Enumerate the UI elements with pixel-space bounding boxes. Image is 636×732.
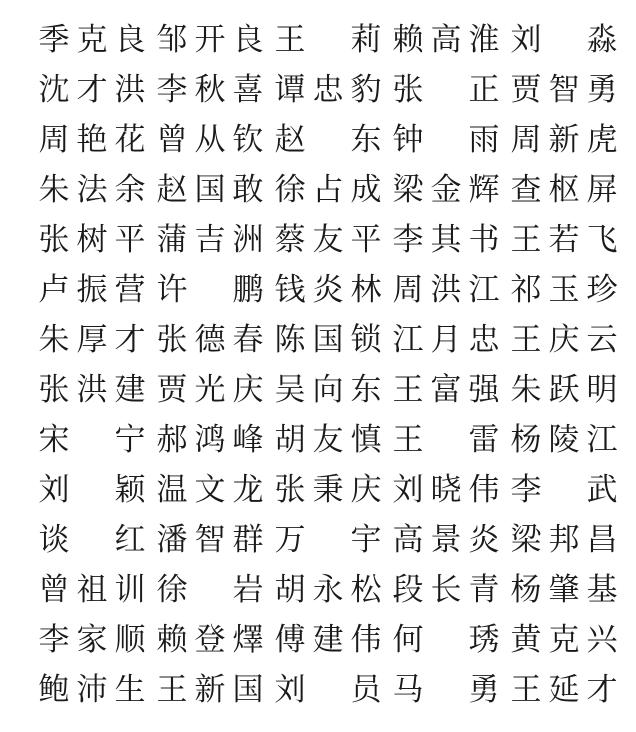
name-entry <box>508 164 626 214</box>
name-character: 胡 <box>274 572 306 608</box>
name-character: 查 <box>510 172 542 208</box>
name-character: 江 <box>468 272 500 308</box>
name-character: 周 <box>38 122 70 158</box>
name-character: 刘 <box>274 672 306 708</box>
name-character: 顺 <box>114 622 146 658</box>
name-entry <box>272 514 390 564</box>
name-entry <box>36 214 154 264</box>
name-entry <box>508 414 626 464</box>
name-character: 郝 <box>156 422 188 458</box>
name-character: 晓 <box>430 472 462 508</box>
name-entry <box>508 64 626 114</box>
name-entry <box>390 214 508 264</box>
name-character: 段 <box>392 572 424 608</box>
name-character <box>74 470 110 510</box>
name-character: 开 <box>194 22 226 58</box>
name-character: 洪 <box>76 372 108 408</box>
name-character: 敢 <box>232 172 264 208</box>
name-character: 国 <box>194 172 226 208</box>
name-character: 永 <box>312 572 344 608</box>
name-character: 周 <box>510 122 542 158</box>
name-character: 王 <box>392 422 424 458</box>
name-character: 豹 <box>350 72 382 108</box>
name-character: 梁 <box>392 172 424 208</box>
name-character: 珍 <box>586 272 618 308</box>
name-character <box>428 70 464 110</box>
name-character: 新 <box>548 122 580 158</box>
name-character: 法 <box>76 172 108 208</box>
name-entry <box>272 314 390 364</box>
name-character: 谈 <box>38 522 70 558</box>
name-character: 赵 <box>274 122 306 158</box>
name-character: 陈 <box>274 322 306 358</box>
name-entry <box>272 664 390 714</box>
name-entry <box>36 314 154 364</box>
name-character: 基 <box>586 572 618 608</box>
name-entry <box>36 164 154 214</box>
name-character: 高 <box>392 522 424 558</box>
name-character: 向 <box>312 372 344 408</box>
name-character: 张 <box>274 472 306 508</box>
name-character: 群 <box>232 522 264 558</box>
name-entry <box>390 564 508 614</box>
name-character <box>428 420 464 460</box>
name-character: 月 <box>430 322 462 358</box>
name-character: 张 <box>392 72 424 108</box>
name-character <box>310 20 346 60</box>
name-character: 玉 <box>548 272 580 308</box>
name-character: 慎 <box>350 422 382 458</box>
name-character: 青 <box>468 572 500 608</box>
name-character: 岩 <box>232 572 264 608</box>
name-entry <box>508 664 626 714</box>
name-character: 成 <box>350 172 382 208</box>
name-entry <box>36 364 154 414</box>
name-character: 淮 <box>468 22 500 58</box>
name-entry <box>272 264 390 314</box>
name-character: 宋 <box>38 422 70 458</box>
name-entry <box>272 14 390 64</box>
name-character: 钱 <box>274 272 306 308</box>
name-character: 祁 <box>510 272 542 308</box>
name-character: 杨 <box>510 422 542 458</box>
name-character: 飞 <box>586 222 618 258</box>
name-character: 李 <box>156 72 188 108</box>
name-entry <box>508 364 626 414</box>
name-character: 勇 <box>468 672 500 708</box>
name-character <box>310 120 346 160</box>
name-character: 邦 <box>548 522 580 558</box>
name-character: 王 <box>510 672 542 708</box>
name-character: 李 <box>392 222 424 258</box>
name-entry <box>508 514 626 564</box>
name-character: 朱 <box>38 172 70 208</box>
name-character: 智 <box>548 72 580 108</box>
name-character: 万 <box>274 522 306 558</box>
name-character: 洲 <box>232 222 264 258</box>
name-entry <box>36 564 154 614</box>
name-character: 徐 <box>274 172 306 208</box>
name-character: 智 <box>194 522 226 558</box>
name-entry <box>36 664 154 714</box>
name-character: 才 <box>114 322 146 358</box>
name-character <box>428 670 464 710</box>
name-entry <box>154 64 272 114</box>
name-entry <box>272 214 390 264</box>
name-character: 才 <box>76 72 108 108</box>
name-character: 马 <box>392 672 424 708</box>
name-entry <box>272 614 390 664</box>
name-character: 钟 <box>392 122 424 158</box>
name-character: 枢 <box>548 172 580 208</box>
name-entry <box>154 114 272 164</box>
name-character: 贾 <box>510 72 542 108</box>
name-character: 鲍 <box>38 672 70 708</box>
name-entry <box>272 164 390 214</box>
name-character: 邹 <box>156 22 188 58</box>
name-character: 李 <box>510 472 542 508</box>
name-character: 红 <box>114 522 146 558</box>
name-character: 延 <box>548 672 580 708</box>
name-character: 春 <box>232 322 264 358</box>
name-entry <box>272 464 390 514</box>
name-character: 曾 <box>38 572 70 608</box>
name-character: 屏 <box>586 172 618 208</box>
name-character: 秉 <box>312 472 344 508</box>
name-character: 其 <box>430 222 462 258</box>
name-character <box>428 120 464 160</box>
name-entry <box>272 414 390 464</box>
name-character: 正 <box>468 72 500 108</box>
name-character: 何 <box>392 622 424 658</box>
name-character <box>428 620 464 660</box>
name-character: 强 <box>468 372 500 408</box>
name-character: 祖 <box>76 572 108 608</box>
name-character: 徐 <box>156 572 188 608</box>
name-character: 登 <box>194 622 226 658</box>
name-character: 曾 <box>156 122 188 158</box>
name-character: 李 <box>38 622 70 658</box>
name-character: 占 <box>312 172 344 208</box>
name-entry <box>154 414 272 464</box>
name-entry <box>390 464 508 514</box>
name-entry <box>390 664 508 714</box>
name-character: 雨 <box>468 122 500 158</box>
name-entry <box>154 314 272 364</box>
name-character: 蒲 <box>156 222 188 258</box>
name-character: 庆 <box>548 322 580 358</box>
name-character: 高 <box>430 22 462 58</box>
name-character: 景 <box>430 522 462 558</box>
name-character: 吉 <box>194 222 226 258</box>
name-character: 良 <box>114 22 146 58</box>
name-character: 刘 <box>392 472 424 508</box>
name-entry <box>154 564 272 614</box>
name-character: 炎 <box>312 272 344 308</box>
name-entry <box>508 614 626 664</box>
name-entry <box>390 514 508 564</box>
name-character: 才 <box>586 672 618 708</box>
name-character: 昌 <box>586 522 618 558</box>
name-character: 吴 <box>274 372 306 408</box>
name-character: 刘 <box>38 472 70 508</box>
name-entry <box>36 264 154 314</box>
name-entry <box>154 14 272 64</box>
name-character: 王 <box>510 222 542 258</box>
name-character: 谭 <box>274 72 306 108</box>
name-character: 张 <box>156 322 188 358</box>
name-entry <box>154 614 272 664</box>
name-entry <box>272 564 390 614</box>
name-character: 杨 <box>510 572 542 608</box>
name-character: 若 <box>548 222 580 258</box>
name-character: 训 <box>114 572 146 608</box>
name-character <box>546 470 582 510</box>
name-character <box>546 20 582 60</box>
name-entry <box>508 214 626 264</box>
name-entry <box>36 414 154 464</box>
name-character: 花 <box>114 122 146 158</box>
name-character: 许 <box>156 272 188 308</box>
name-character: 刘 <box>510 22 542 58</box>
name-character: 明 <box>586 372 618 408</box>
name-entry <box>36 464 154 514</box>
name-character: 文 <box>194 472 226 508</box>
name-character: 赵 <box>156 172 188 208</box>
name-character: 林 <box>350 272 382 308</box>
name-character: 淼 <box>586 22 618 58</box>
name-character: 温 <box>156 472 188 508</box>
name-character: 东 <box>350 122 382 158</box>
name-character: 忠 <box>312 72 344 108</box>
name-entry <box>390 164 508 214</box>
name-character: 莉 <box>350 22 382 58</box>
name-character: 从 <box>194 122 226 158</box>
name-entry <box>508 14 626 64</box>
name-entry <box>272 364 390 414</box>
name-character: 东 <box>350 372 382 408</box>
name-character: 建 <box>312 622 344 658</box>
name-character: 赖 <box>156 622 188 658</box>
name-character: 云 <box>586 322 618 358</box>
name-entry <box>154 164 272 214</box>
name-character: 鹏 <box>232 272 264 308</box>
name-character <box>192 270 228 310</box>
name-entry <box>154 264 272 314</box>
name-character <box>74 420 110 460</box>
name-entry <box>508 314 626 364</box>
name-character: 忠 <box>468 322 500 358</box>
name-character: 金 <box>430 172 462 208</box>
name-entry <box>390 264 508 314</box>
name-character: 燡 <box>232 622 264 658</box>
name-character: 王 <box>156 672 188 708</box>
name-character: 蔡 <box>274 222 306 258</box>
name-entry <box>36 514 154 564</box>
name-character: 王 <box>392 372 424 408</box>
name-character: 克 <box>548 622 580 658</box>
name-grid <box>36 14 626 714</box>
name-character: 江 <box>392 322 424 358</box>
name-entry <box>508 564 626 614</box>
name-entry <box>36 14 154 64</box>
name-character: 江 <box>586 422 618 458</box>
name-character: 武 <box>586 472 618 508</box>
name-character <box>310 520 346 560</box>
name-entry <box>154 664 272 714</box>
name-character: 友 <box>312 422 344 458</box>
name-character <box>192 570 228 610</box>
name-entry <box>390 114 508 164</box>
name-character: 国 <box>312 322 344 358</box>
name-entry <box>390 64 508 114</box>
name-entry <box>390 614 508 664</box>
name-character: 峰 <box>232 422 264 458</box>
name-character: 梁 <box>510 522 542 558</box>
name-character: 沈 <box>38 72 70 108</box>
name-character: 厚 <box>76 322 108 358</box>
name-entry <box>36 614 154 664</box>
name-character: 钦 <box>232 122 264 158</box>
name-character: 王 <box>510 322 542 358</box>
name-character: 树 <box>76 222 108 258</box>
name-character: 书 <box>468 222 500 258</box>
name-entry <box>36 114 154 164</box>
name-character: 琇 <box>468 622 500 658</box>
name-character: 庆 <box>232 372 264 408</box>
name-character: 生 <box>114 672 146 708</box>
name-character: 锁 <box>350 322 382 358</box>
name-character: 王 <box>274 22 306 58</box>
name-entry <box>154 214 272 264</box>
name-character: 光 <box>194 372 226 408</box>
name-entry <box>390 314 508 364</box>
name-character: 洪 <box>114 72 146 108</box>
name-entry <box>508 114 626 164</box>
name-character: 贾 <box>156 372 188 408</box>
name-character: 朱 <box>510 372 542 408</box>
name-character: 庆 <box>350 472 382 508</box>
name-character: 平 <box>350 222 382 258</box>
name-character: 赖 <box>392 22 424 58</box>
name-character: 陵 <box>548 422 580 458</box>
name-entry <box>272 64 390 114</box>
name-character <box>310 670 346 710</box>
name-entry <box>508 464 626 514</box>
name-character: 潘 <box>156 522 188 558</box>
name-character: 虎 <box>586 122 618 158</box>
name-entry <box>390 14 508 64</box>
name-character: 勇 <box>586 72 618 108</box>
name-character: 喜 <box>232 72 264 108</box>
name-character: 张 <box>38 222 70 258</box>
name-character: 张 <box>38 372 70 408</box>
name-character: 洪 <box>430 272 462 308</box>
name-character: 振 <box>76 272 108 308</box>
name-entry <box>154 464 272 514</box>
name-character: 雷 <box>468 422 500 458</box>
name-character: 员 <box>350 672 382 708</box>
name-character: 龙 <box>232 472 264 508</box>
name-character: 胡 <box>274 422 306 458</box>
name-character: 兴 <box>586 622 618 658</box>
name-character: 余 <box>114 172 146 208</box>
name-character: 颖 <box>114 472 146 508</box>
name-character: 鸿 <box>194 422 226 458</box>
name-character: 新 <box>194 672 226 708</box>
name-character: 松 <box>350 572 382 608</box>
name-character: 营 <box>114 272 146 308</box>
name-character: 富 <box>430 372 462 408</box>
name-character: 季 <box>38 22 70 58</box>
name-character: 周 <box>392 272 424 308</box>
name-character: 良 <box>232 22 264 58</box>
name-character: 宁 <box>114 422 146 458</box>
name-entry <box>390 414 508 464</box>
name-entry <box>390 364 508 414</box>
name-character <box>74 520 110 560</box>
name-character: 傅 <box>274 622 306 658</box>
name-character: 肇 <box>548 572 580 608</box>
name-character: 德 <box>194 322 226 358</box>
name-entry <box>154 364 272 414</box>
name-entry <box>272 114 390 164</box>
name-character: 家 <box>76 622 108 658</box>
name-character: 友 <box>312 222 344 258</box>
name-character: 克 <box>76 22 108 58</box>
name-character: 卢 <box>38 272 70 308</box>
name-character: 辉 <box>468 172 500 208</box>
name-character: 炎 <box>468 522 500 558</box>
name-character: 跃 <box>548 372 580 408</box>
name-character: 朱 <box>38 322 70 358</box>
name-character: 艳 <box>76 122 108 158</box>
name-character: 建 <box>114 372 146 408</box>
name-character: 秋 <box>194 72 226 108</box>
name-character: 黄 <box>510 622 542 658</box>
name-character: 平 <box>114 222 146 258</box>
name-character: 沛 <box>76 672 108 708</box>
name-character: 伟 <box>468 472 500 508</box>
name-character: 长 <box>430 572 462 608</box>
name-entry <box>154 514 272 564</box>
name-character: 国 <box>232 672 264 708</box>
name-entry <box>36 64 154 114</box>
name-character: 宇 <box>350 522 382 558</box>
name-character: 伟 <box>350 622 382 658</box>
name-entry <box>508 264 626 314</box>
